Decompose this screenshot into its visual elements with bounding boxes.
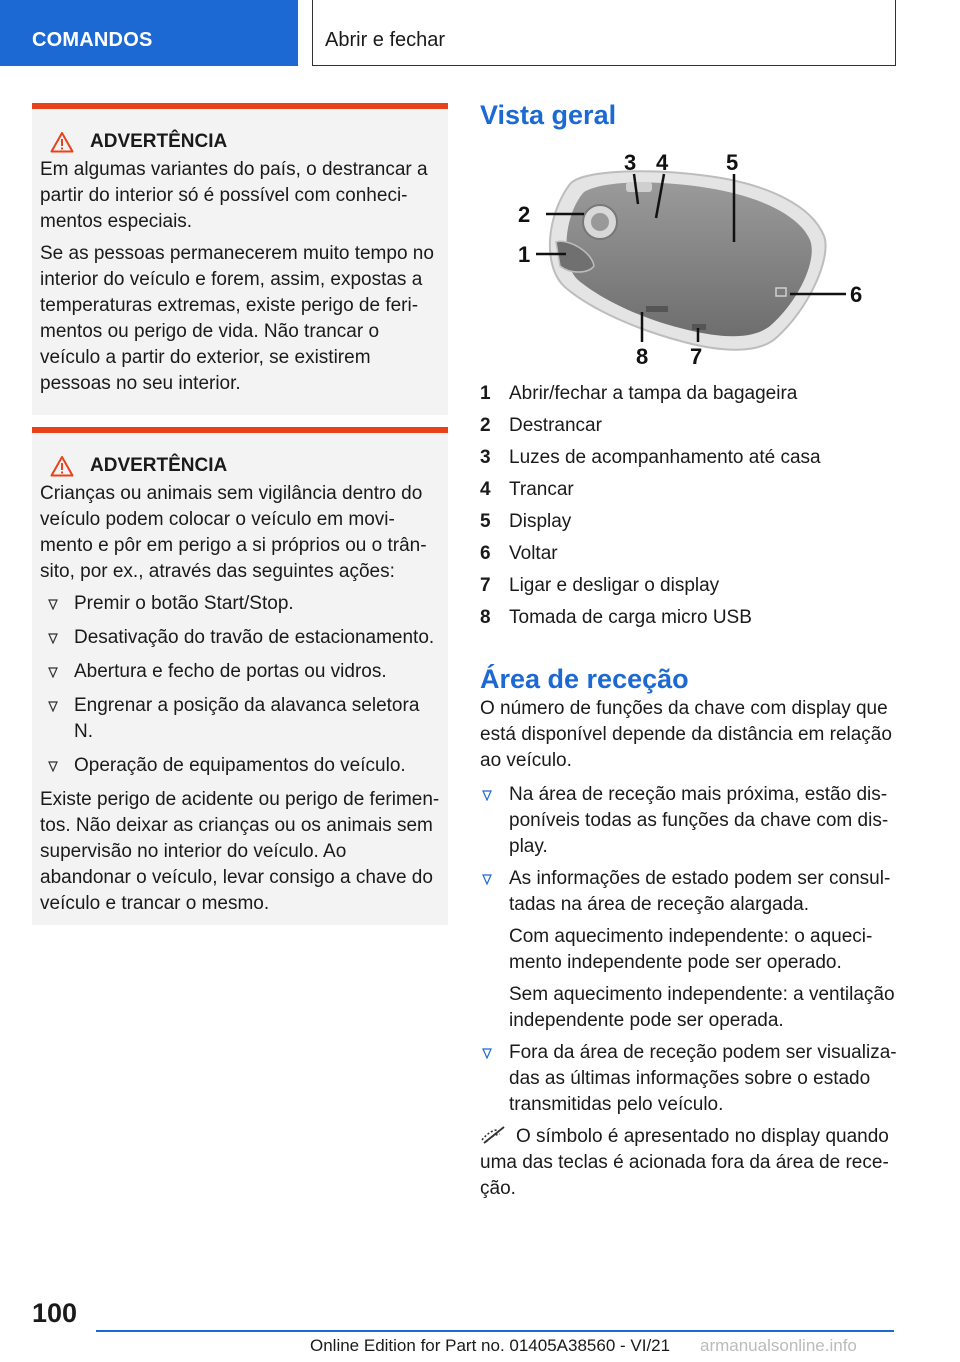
legend	[480, 378, 900, 634]
overview-heading: Vista geral	[480, 100, 617, 130]
callout-6: 6	[850, 282, 863, 307]
footer-divider	[96, 1330, 894, 1332]
bullet-triangle-icon	[48, 633, 58, 644]
bullet-triangle-icon	[482, 790, 492, 801]
page-number: 100	[32, 1298, 78, 1328]
legend-item: 5 Display	[480, 511, 572, 532]
callout-5: 5	[726, 150, 739, 175]
reception-section	[480, 666, 900, 1202]
callout-3: 3	[624, 150, 637, 175]
list-item: Operação de equipamentos do veículo.	[40, 753, 440, 779]
callout-4: 4	[656, 150, 669, 175]
list-item: Desativação do travão de estacionamento.	[40, 625, 440, 651]
bullet-triangle-icon	[48, 667, 58, 678]
chapter-title: Abrir e fechar	[312, 0, 896, 66]
reception-heading: Área de receção	[480, 664, 689, 694]
callout-8: 8	[636, 344, 649, 369]
bullet-triangle-icon	[48, 761, 58, 772]
reception-note: O símbolo é apresentado no display quando uma das teclas é acionada fora da área de receção.	[480, 1126, 889, 1199]
edition-info: Online Edition for Part no. 01405A38560 - VI/21	[310, 1336, 671, 1355]
section-tab: COMANDOS	[0, 0, 298, 66]
watermark: armanualsonline.info	[700, 1336, 857, 1355]
warning-triangle-icon	[50, 131, 74, 153]
legend-item: 1 Abrir/fechar a tampa da bagageira	[480, 383, 798, 404]
callout-2: 2	[518, 202, 531, 227]
sub-paragraph: Com aquecimento independente: o aquecimento independente pode ser operado.	[509, 926, 873, 973]
warning-text: Existe perigo de acidente ou perigo de ferimentos. Não deixar as crianças ou os animais sem supervisão no interior do veículo. Ao abandonar o veículo, levar consigo a chave do veículo e trancar o mesmo.	[40, 789, 440, 914]
reception-intro: O número de funções da chave com display que está disponível depende da distância em relação ao veículo.	[480, 698, 892, 771]
warning-triangle-icon	[50, 455, 74, 477]
overview-section	[480, 102, 900, 128]
warning-box-1	[32, 103, 448, 415]
list-item: Na área de receção mais próxima, estão disponíveis todas as funções da chave com display.	[480, 782, 900, 860]
list-item: Engrenar a posição da alavanca seletora N.	[40, 693, 440, 745]
warning-box-2	[32, 427, 448, 925]
reception-list	[480, 782, 900, 1118]
no-signal-icon	[480, 1126, 510, 1144]
legend-item: 3 Luzes de acompanhamento até casa	[480, 447, 821, 468]
list-item: Abertura e fecho de portas ou vidros.	[40, 659, 440, 685]
sub-paragraph: Sem aquecimento independente: a ventilação independente pode ser operada.	[509, 984, 895, 1031]
bullet-triangle-icon	[48, 599, 58, 610]
legend-item: 4 Trancar	[480, 479, 574, 500]
list-item: Premir o botão Start/Stop.	[40, 591, 440, 617]
warning-title: ADVERTÊNCIA	[50, 129, 440, 155]
warning-title: ADVERTÊNCIA	[50, 453, 440, 479]
callout-7: 7	[690, 344, 703, 369]
legend-item: 6 Voltar	[480, 543, 558, 564]
legend-item: 2 Destrancar	[480, 415, 602, 436]
list-item: As informações de estado podem ser consultadas na área de receção alargada. Com aquecimento independente: o aquecimento independente pode ser operado. Sem aquecimento independente: a ventilação independente pode ser operada.	[480, 866, 900, 1034]
warning-text: Crianças ou animais sem vigilância dentro do veículo podem colocar o veículo em movimento e pôr em perigo a si próprios ou o trânsito, por ex., através das seguintes ações:	[40, 483, 427, 582]
warning-list	[40, 591, 440, 779]
legend-item: 7 Ligar e desligar o display	[480, 575, 720, 596]
bullet-triangle-icon	[482, 874, 492, 885]
display-key-illustration	[508, 146, 878, 372]
callout-1: 1	[518, 242, 531, 267]
warning-text: Em algumas variantes do país, o destrancar a partir do interior só é possível com conhecimentos especiais.	[40, 159, 428, 232]
list-item: Fora da área de receção podem ser visualizadas as últimas informações sobre o estado transmitidas pelo veículo.	[480, 1040, 900, 1118]
warning-text: Se as pessoas permanecerem muito tempo no interior do veículo e forem, assim, expostas a temperaturas extremas, existe perigo de ferimentos ou perigo de vida. Não trancar o veículo a partir do exterior, se existirem pessoas no seu interior.	[40, 243, 434, 394]
bullet-triangle-icon	[48, 701, 58, 712]
bullet-triangle-icon	[482, 1048, 492, 1059]
legend-item: 8 Tomada de carga micro USB	[480, 607, 752, 628]
